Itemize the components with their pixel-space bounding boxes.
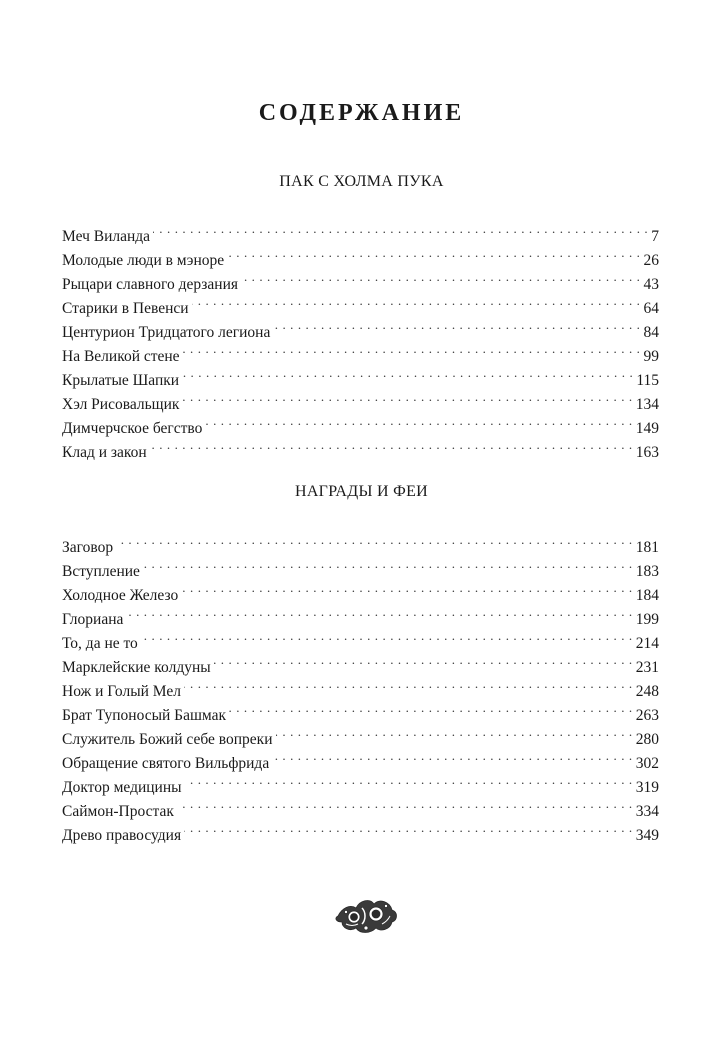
toc-entry-page-number: 231	[635, 659, 659, 676]
dot-leader	[153, 217, 648, 241]
toc-entry-page-number: 149	[635, 420, 659, 437]
toc-entry-page-number: 163	[635, 444, 659, 461]
toc-entry-title: Рыцари славного дерзания	[62, 276, 239, 293]
toc-entry-title: То, да не то	[62, 635, 138, 652]
dot-leader	[182, 385, 632, 409]
toc-entry-title: Молодые люди в мэноре	[62, 252, 225, 269]
dot-leader	[177, 792, 633, 816]
toc-entry-title: Димчерчское бегство	[62, 420, 203, 437]
dot-leader	[185, 768, 633, 792]
dot-leader	[184, 672, 633, 696]
toc-entry-page-number: 349	[635, 827, 659, 844]
toc-entry-page-number: 280	[635, 731, 659, 748]
toc-entry-page-number: 7	[651, 228, 659, 245]
toc-entry-title: Центурион Тридцатого легиона	[62, 324, 271, 341]
toc-entry	[62, 528, 659, 556]
section-heading: ПАК С ХОЛМА ПУКА	[279, 173, 444, 190]
toc-entry-page-number: 64	[643, 300, 659, 317]
toc-entry	[62, 433, 659, 461]
dot-leader	[272, 744, 633, 768]
toc-entry	[62, 217, 659, 245]
toc-entry-page-number: 181	[635, 539, 659, 556]
dot-leader	[150, 433, 633, 457]
toc-entry-page-number: 319	[635, 779, 659, 796]
toc-entry-page-number: 199	[635, 611, 659, 628]
toc-entry-page-number: 43	[643, 276, 659, 293]
toc-entry	[62, 552, 659, 580]
toc-entry-page-number: 183	[635, 563, 659, 580]
dot-leader	[205, 409, 632, 433]
toc-entry	[62, 576, 659, 604]
toc-entry-page-number: 302	[635, 755, 659, 772]
section-heading: НАГРАДЫ И ФЕИ	[294, 483, 429, 500]
dot-leader	[143, 552, 633, 576]
toc-entry-title: Хэл Рисовальщик	[62, 396, 180, 413]
dot-leader	[181, 576, 633, 600]
toc-entry	[62, 624, 659, 652]
toc-entry-title: Клад и закон	[62, 444, 147, 461]
toc-entry-title: Старики в Певенси	[62, 300, 189, 317]
toc-entry-title: Нож и Голый Мел	[62, 683, 181, 700]
toc-entry-title: Холодное Железо	[62, 587, 179, 604]
dot-leader	[126, 600, 632, 624]
toc-entry-title: Глориана	[62, 611, 124, 628]
toc-entry	[62, 648, 659, 676]
toc-entry-title: Доктор медицины	[62, 779, 182, 796]
toc-entry-title: Брат Тупоносый Башмак	[62, 707, 226, 724]
dot-leader	[183, 337, 641, 361]
toc-entry-page-number: 99	[643, 348, 659, 365]
toc-list	[62, 217, 659, 461]
floral-ornament-icon	[332, 890, 400, 940]
toc-entry-page-number: 248	[635, 683, 659, 700]
toc-entry-page-number: 84	[643, 324, 659, 341]
dot-leader	[184, 816, 633, 840]
toc-entry-title: На Великой стене	[62, 348, 180, 365]
toc-entry-page-number: 26	[643, 252, 659, 269]
toc-entry-page-number: 263	[635, 707, 659, 724]
toc-entry-title: Крылатые Шапки	[62, 372, 180, 389]
toc-entry-title: Вступление	[62, 563, 140, 580]
toc-list	[62, 528, 659, 844]
dot-leader	[241, 265, 640, 289]
toc-entry-title: Обращение святого Вильфрида	[62, 755, 270, 772]
dot-leader	[227, 241, 640, 265]
dot-leader	[273, 313, 640, 337]
toc-entry-page-number: 334	[635, 803, 659, 820]
page-title: СОДЕРЖАНИЕ	[258, 100, 465, 126]
toc-entry-page-number: 184	[635, 587, 659, 604]
toc-entry-page-number: 134	[635, 396, 659, 413]
dot-leader	[182, 361, 633, 385]
toc-entry-title: Марклейские колдуны	[62, 659, 211, 676]
dot-leader	[214, 648, 633, 672]
dot-leader	[276, 720, 633, 744]
toc-entry-page-number: 115	[636, 372, 659, 389]
toc-entry	[62, 600, 659, 628]
toc-entry-title: Древо правосудия	[62, 827, 182, 844]
dot-leader	[116, 528, 633, 552]
dot-leader	[192, 289, 641, 313]
toc-entry-title: Меч Виланда	[62, 228, 151, 245]
dot-leader	[141, 624, 633, 648]
dot-leader	[229, 696, 633, 720]
toc-entry-title: Заговор	[62, 539, 114, 556]
toc-entry-page-number: 214	[635, 635, 659, 652]
toc-entry-title: Саймон-Простак	[62, 803, 174, 820]
toc-entry-title: Служитель Божий себе вопреки	[62, 731, 273, 748]
toc-entry	[62, 241, 659, 269]
